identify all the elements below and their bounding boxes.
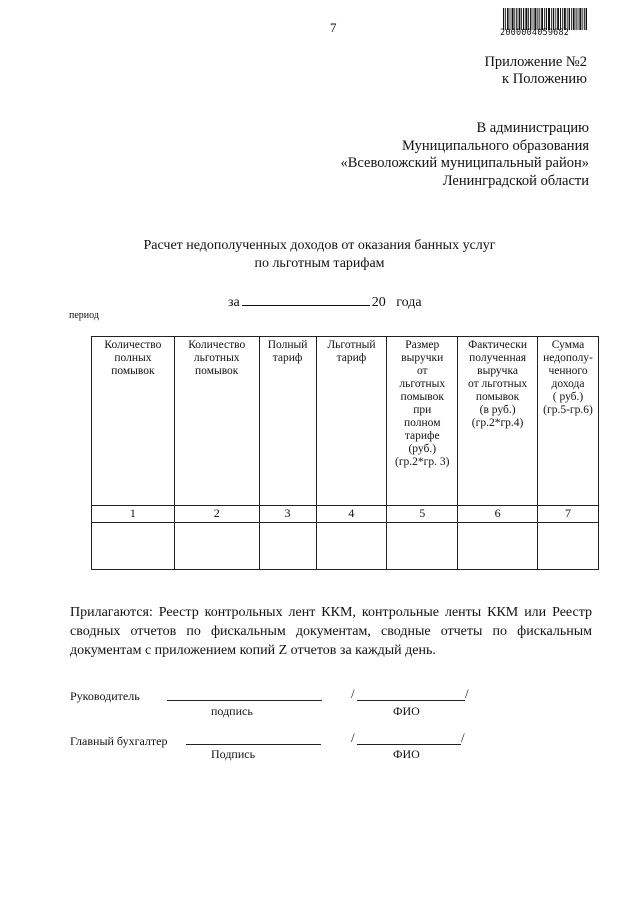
appendix-reference xyxy=(484,54,587,88)
period-prefix: за xyxy=(228,295,240,310)
accountant-signature-label: Главный бухгалтер xyxy=(70,734,168,748)
period-label: период xyxy=(69,310,99,321)
table-header-cell: Количество льготных помывок xyxy=(174,337,259,506)
table-header-cell: Льготный тариф xyxy=(316,337,387,506)
table-header-row xyxy=(92,337,599,506)
accountant-signature-caption: Подпись xyxy=(211,747,256,761)
accountant-name-slash-right: / xyxy=(461,730,465,745)
barcode-number: 2000004059682 xyxy=(500,28,570,38)
accountant-name-caption: ФИО xyxy=(393,747,420,761)
table-header-cell: Полный тариф xyxy=(259,337,316,506)
document-title xyxy=(0,237,639,273)
table-data-cell[interactable] xyxy=(387,523,458,570)
head-signature-line[interactable] xyxy=(167,700,322,701)
column-number-cell: 7 xyxy=(538,506,599,523)
page-number: 7 xyxy=(330,20,337,35)
period-year-digits: 20 xyxy=(371,295,386,310)
table-header-cell: Размер выручки от льготных помывок при полном тарифе (руб.) (гр.2*гр. 3) xyxy=(387,337,458,506)
table-data-row xyxy=(92,523,599,570)
addressee-line-2: Муниципального образования xyxy=(402,137,589,154)
period-blank-field[interactable] xyxy=(242,291,370,306)
table-data-cell[interactable] xyxy=(316,523,387,570)
table-header-cell: Количество полных помывок xyxy=(92,337,175,506)
table-data-cell[interactable] xyxy=(92,523,175,570)
accountant-name-slash-left: / xyxy=(351,730,355,745)
period-line xyxy=(228,291,422,311)
addressee-line-3: «Всеволожский муниципальный район» xyxy=(340,155,589,171)
table-data-cell[interactable] xyxy=(174,523,259,570)
head-name-slash-left: / xyxy=(351,686,355,701)
column-number-cell: 3 xyxy=(259,506,316,523)
table-data-cell[interactable] xyxy=(259,523,316,570)
attachments-paragraph: Прилагаются: Реестр контрольных лент ККМ, контрольные ленты ККМ или Реестр сводных отчетов по фискальным документам, сводные отчеты по фискальным документам с приложением копий Z отчетов за каждый день. xyxy=(70,605,592,658)
head-signature-label: Руководитель xyxy=(70,689,140,703)
addressee-block xyxy=(340,120,589,190)
column-number-cell: 6 xyxy=(458,506,538,523)
column-number-cell: 4 xyxy=(316,506,387,523)
table-header-cell: Фактически полученная выручка от льготных помывок (в руб.) (гр.2*гр.4) xyxy=(458,337,538,506)
accountant-signature-line[interactable] xyxy=(186,744,321,745)
accountant-name-line[interactable] xyxy=(357,744,461,745)
title-line-1: Расчет недополученных доходов от оказания банных услуг xyxy=(143,238,496,253)
table-data-cell[interactable] xyxy=(458,523,538,570)
table-column-numbers-row xyxy=(92,506,599,523)
column-number-cell: 5 xyxy=(387,506,458,523)
column-number-cell: 2 xyxy=(174,506,259,523)
title-line-2: по льготным тарифам xyxy=(254,256,385,271)
head-name-slash-right: / xyxy=(465,686,469,701)
period-suffix: года xyxy=(396,295,422,310)
appendix-line-2: к Положению xyxy=(502,71,587,87)
barcode xyxy=(503,8,587,30)
table-data-cell[interactable] xyxy=(538,523,599,570)
addressee-line-4: Ленинградской области xyxy=(442,172,589,189)
calculation-table xyxy=(91,336,599,570)
head-name-caption: ФИО xyxy=(393,704,420,718)
head-name-line[interactable] xyxy=(357,700,465,701)
head-signature-caption: подпись xyxy=(211,704,253,718)
table-header-cell: Сумма недополу- ченного дохода ( руб.) (гр.5-гр.6) xyxy=(538,337,599,506)
addressee-line-1: В администрацию xyxy=(476,120,589,136)
appendix-line-1: Приложение №2 xyxy=(484,54,587,70)
column-number-cell: 1 xyxy=(92,506,175,523)
